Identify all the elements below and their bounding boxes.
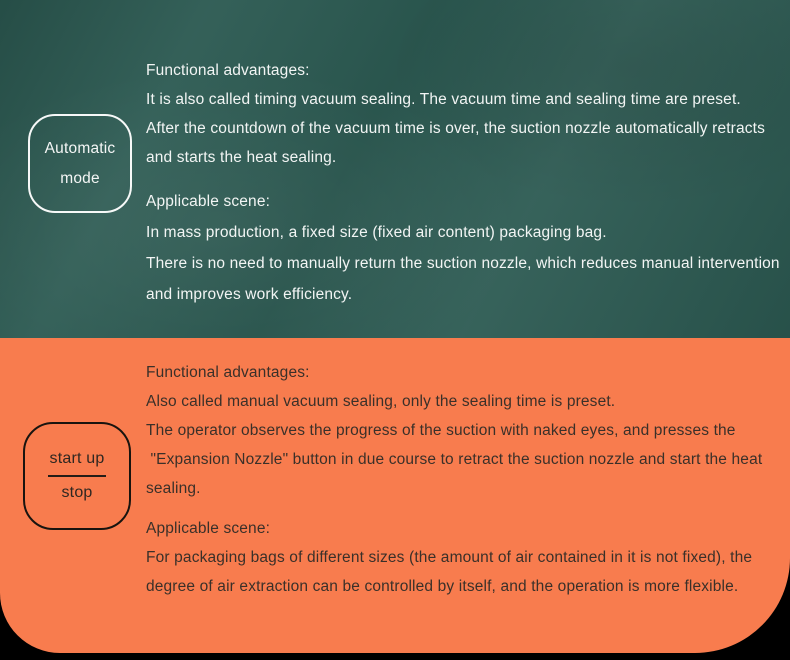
advantages-line: After the countdown of the vacuum time is over, the suction nozzle automatically retracts bbox=[146, 120, 766, 137]
scene-heading: Applicable scene: bbox=[146, 193, 271, 210]
scene-line: and improves work efficiency. bbox=[146, 286, 353, 303]
section-manual-mode bbox=[0, 338, 790, 653]
advantages-line: sealing. bbox=[146, 480, 201, 497]
automatic-mode-badge-line1: Automatic bbox=[44, 139, 116, 157]
scene-heading: Applicable scene: bbox=[146, 520, 271, 537]
advantages-heading: Functional advantages: bbox=[146, 364, 310, 381]
start-up-stop-badge bbox=[23, 422, 131, 530]
automatic-mode-badge-line2: mode bbox=[60, 169, 100, 187]
advantages-line: The operator observes the progress of the suction with naked eyes, and presses the bbox=[146, 422, 736, 439]
scene-line: For packaging bags of different sizes (the amount of air contained in it is not fixed), the bbox=[146, 549, 753, 566]
start-up-stop-badge-line1: start up bbox=[49, 450, 105, 467]
advantages-line: It is also called timing vacuum sealing. The vacuum time and sealing time are preset. bbox=[146, 91, 741, 108]
automatic-mode-badge bbox=[28, 114, 132, 213]
automatic-mode-text-block bbox=[146, 56, 790, 310]
advantages-line: and starts the heat sealing. bbox=[146, 149, 337, 166]
scene-line: degree of air extraction can be controlled by itself, and the operation is more flexible. bbox=[146, 578, 739, 595]
badge-divider-line bbox=[48, 475, 106, 477]
scene-line: There is no need to manually return the suction nozzle, which reduces manual intervention bbox=[146, 255, 780, 272]
advantages-heading: Functional advantages: bbox=[146, 62, 310, 79]
advantages-line: "Expansion Nozzle" button in due course to retract the suction nozzle and start the heat bbox=[146, 451, 763, 468]
start-up-stop-badge-line2: stop bbox=[61, 484, 93, 501]
scene-line: In mass production, a fixed size (fixed air content) packaging bag. bbox=[146, 224, 607, 241]
advantages-line: Also called manual vacuum sealing, only the sealing time is preset. bbox=[146, 393, 616, 410]
manual-mode-text-block bbox=[146, 358, 790, 601]
